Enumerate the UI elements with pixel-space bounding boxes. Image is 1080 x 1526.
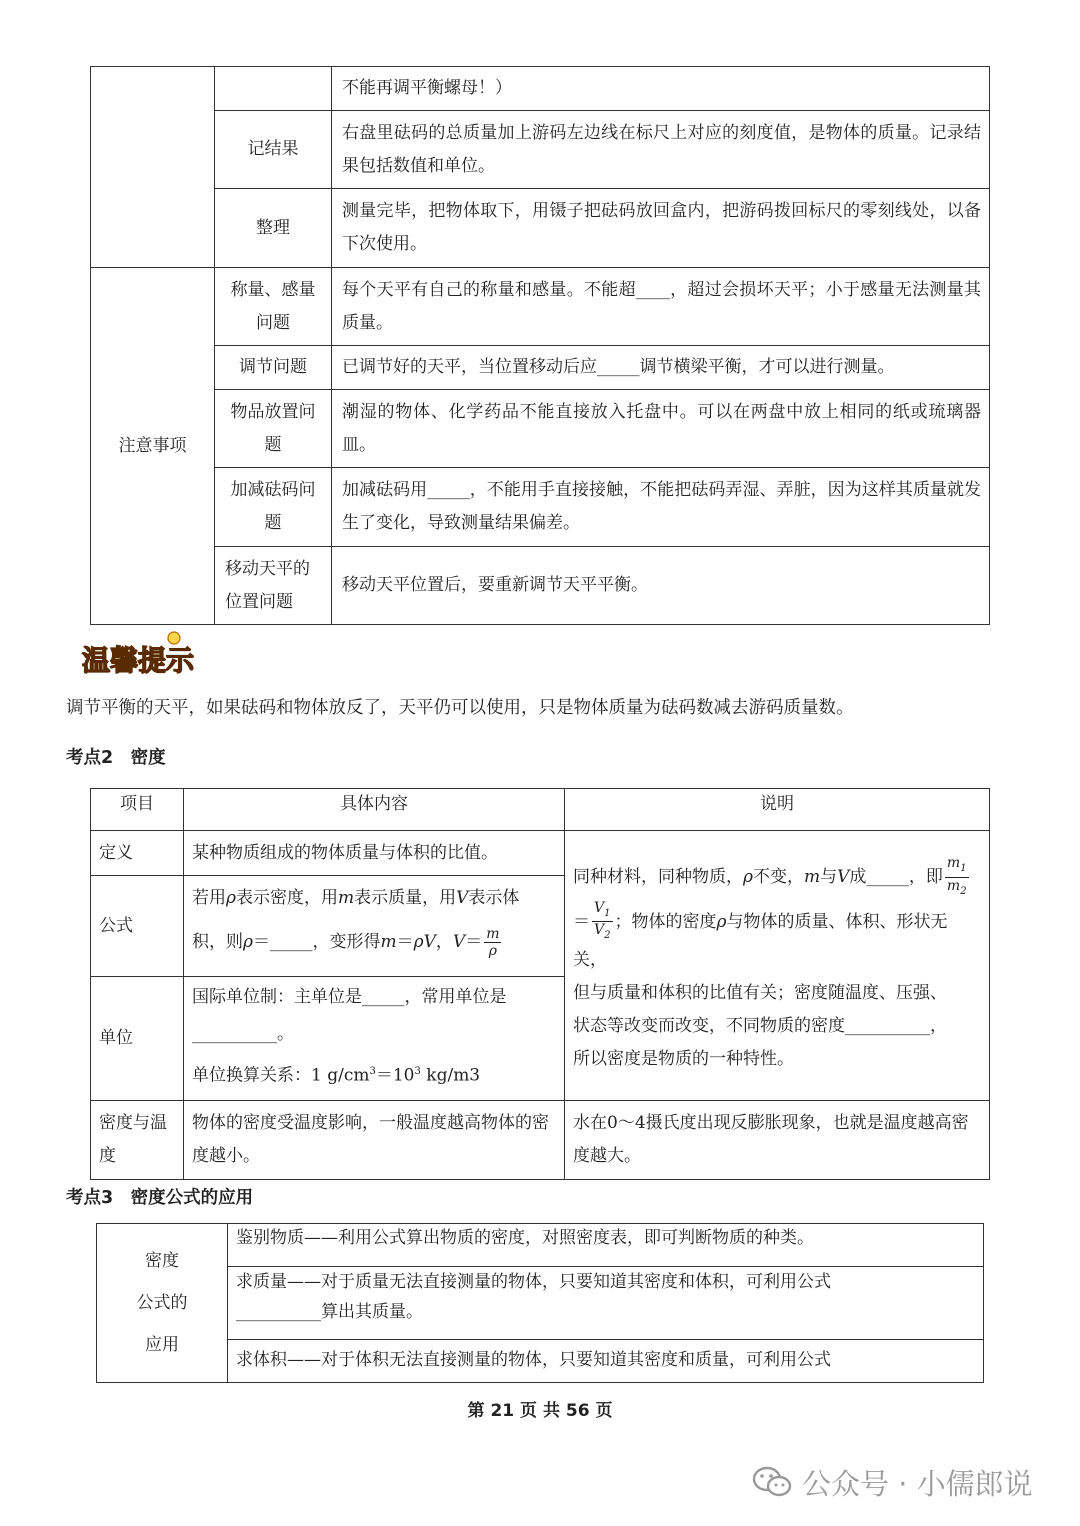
watermark (752, 1462, 1033, 1502)
formula-content: 若用ρ表示密度，用m表示质量，用V表示体 积，则ρ＝_____，变形得m＝ρV，V＝ $\frac{m}{\rho}$ (184, 876, 565, 977)
header-note: 说明 (565, 789, 990, 831)
volume-ratio-fraction: $\frac{V_1}{V_2}$ (594, 899, 611, 942)
temp-note: 水在0～4摄氏度出现反膨胀现象，也就是温度越高密度越大。 (565, 1101, 990, 1180)
table1-content-4: 已调节好的天平，当位置移动后应_____调节横梁平衡，才可以进行测量。 (332, 346, 990, 390)
wechat-icon (752, 1465, 792, 1499)
temp-content: 物体的密度受温度影响，一般温度越高物体的密度越小。 (184, 1101, 565, 1180)
temp-label: 密度与温度 (91, 1101, 184, 1180)
balance-usage-table (90, 66, 990, 625)
table1-sub-1: 记结果 (215, 111, 332, 189)
table1-group-label: 注意事项 (91, 268, 215, 625)
def-label: 定义 (91, 831, 184, 876)
table1-sub-5: 物品放置问题 (215, 390, 332, 468)
table1-content-0: 不能再调平衡螺母！） (332, 67, 990, 111)
header-content: 具体内容 (184, 789, 565, 831)
table1-sub-6: 加减砝码问题 (215, 468, 332, 547)
table1-content-3: 每个天平有自己的称量和感量。不能超____，超过会损坏天平；小于感量无法测量其质量。 (332, 268, 990, 346)
density-application-table (96, 1223, 984, 1383)
table1-content-7: 移动天平位置后，要重新调节天平平衡。 (332, 547, 990, 625)
table1-sub-2: 整理 (215, 189, 332, 268)
density-table (90, 788, 990, 1180)
table1-sub-3: 称量、感量问题 (215, 268, 332, 346)
formula-label: 公式 (91, 876, 184, 977)
table1-sub-7: 移动天平的位置问题 (215, 547, 332, 625)
bulb-icon (168, 632, 180, 644)
mass-ratio-fraction: $\frac{m_1}{m_2}$ (946, 855, 967, 897)
def-content: 某种物质组成的物体质量与体积的比值。 (184, 831, 565, 876)
tip-text: 调节平衡的天平，如果砝码和物体放反了，天平仍可以使用，只是物体质量为砝码数减去游码质量数。 (66, 698, 854, 718)
section2-title: 考点2 密度 (66, 748, 166, 768)
table1-content-5: 潮湿的物体、化学药品不能直接放入托盘中。可以在两盘中放上相同的纸或琉璃器皿。 (332, 390, 990, 468)
unit-content: 国际单位制：主单位是_____，常用单位是 __________。 单位换算关系：1 $g/cm^3=10^3$ kg/m3 (184, 977, 565, 1101)
unit-label: 单位 (91, 977, 184, 1101)
page-footer: 第 21 页 共 56 页 (467, 1401, 613, 1421)
table1-sub-0 (215, 67, 332, 111)
watermark-text: 公众号 · 小儒郎说 (802, 1466, 1033, 1501)
table1-content-1: 右盘里砝码的总质量加上游码左边线在标尺上对应的刻度值，是物体的质量。记录结果包括数值和单位。 (332, 111, 990, 189)
application-label: 密度 公式的 应用 (97, 1224, 228, 1383)
application-row-volume: 求体积——对于体积无法直接测量的物体，只要知道其密度和质量，可利用公式 (228, 1340, 984, 1383)
tip-logo-text: 温馨提示 (82, 644, 195, 677)
table1-group-cell-empty (91, 67, 215, 268)
table1-content-2: 测量完毕，把物体取下，用镊子把砝码放回盒内，把游码拨回标尺的零刻线处，以备下次使用。 (332, 189, 990, 268)
application-row-mass: 求质量——对于质量无法直接测量的物体，只要知道其密度和体积，可利用公式 __________算出其质量。 (228, 1267, 984, 1340)
application-row-identify: 鉴别物质——利用公式算出物质的密度，对照密度表，即可判断物质的种类。 (228, 1224, 984, 1267)
density-fraction: $\frac{m}{\rho}$ (486, 926, 500, 959)
section3-title: 考点3 密度公式的应用 (66, 1188, 254, 1208)
note-cell: 同种材料，同种物质，ρ不变，m与V成_____，即 $\frac{m_1}{m_2}$ ＝ $\frac{V_1}{V_2}$ ；物体的密度ρ与物体的质量、体积、形状无关， 但与质量和体积的比值有关；密度随温度、压强、 状态等改变而改变，不同物质的密度__________， 所以密度是物质的一种特性。 (565, 831, 990, 1101)
table1-sub-4: 调节问题 (215, 346, 332, 390)
table1-content-6: 加减砝码用_____，不能用手直接接触，不能把砝码弄湿、弄脏，因为这样其质量就发生了变化，导致测量结果偏差。 (332, 468, 990, 547)
header-item: 项目 (91, 789, 184, 831)
tip-logo (80, 630, 198, 678)
